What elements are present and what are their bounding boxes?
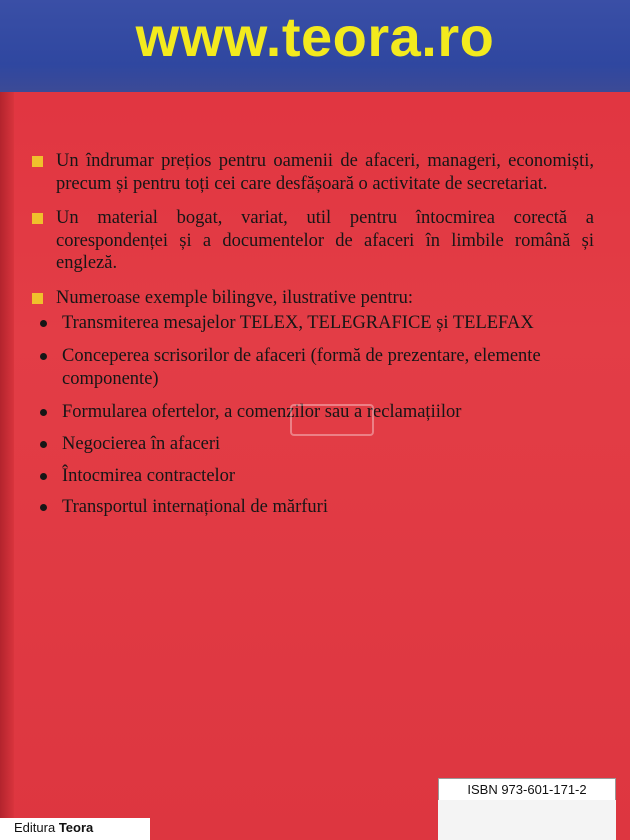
header-band [0, 0, 630, 92]
list-item-text: Formularea ofertelor, a comenzilor sau a reclamațiilor [62, 402, 462, 423]
list-item-text: Transportul internațional de mărfuri [62, 497, 328, 518]
description-text [32, 150, 594, 528]
paragraph-1-text: Un îndrumar prețios pentru oamenii de afaceri, manageri, economiști, precum și pentru toți cei care desfășoară o activitate de secretariat. [56, 151, 594, 194]
paragraph-1 [32, 150, 594, 195]
paragraph-3 [32, 287, 594, 310]
square-bullet-icon [32, 213, 43, 224]
paragraph-3-text: Numeroase exemple bilingve, ilustrative pentru: [56, 287, 414, 308]
square-bullet-icon [32, 293, 43, 304]
list-item-text: Conceperea scrisorilor de afaceri (formă de prezentare, elemente componente) [62, 346, 541, 389]
list-item [38, 433, 594, 456]
paragraph-2-text: Un material bogat, variat, util pentru întocmirea corectă a corespondenței și a documentelor de afaceri în limbile română și engleză. [56, 208, 594, 274]
bullet-dot-icon [40, 353, 47, 360]
list-item [38, 465, 594, 488]
publisher-brand: Teora [58, 820, 94, 835]
bullet-dot-icon [40, 320, 47, 327]
list-item-text: Negocierea în afaceri [62, 433, 221, 454]
square-bullet-icon [32, 156, 43, 167]
list-item [38, 312, 594, 335]
list-item-text: Întocmirea contractelor [62, 465, 236, 486]
list-item-text: Transmiterea mesajelor TELEX, TELEGRAFICE și TELEFAX [62, 312, 534, 333]
publisher-prefix: Editura [14, 820, 56, 835]
barcode-area [438, 800, 616, 840]
watermark-logo [290, 404, 374, 436]
bullet-dot-icon [40, 504, 47, 511]
bullet-dot-icon [40, 441, 47, 448]
website-url: www.teora.ro [135, 5, 495, 68]
isbn-label [438, 778, 616, 802]
paragraph-2 [32, 207, 594, 275]
cover-edge [0, 0, 14, 840]
list-item [38, 496, 594, 519]
publisher-name [14, 820, 93, 835]
list-item [38, 345, 594, 390]
bullet-dot-icon [40, 473, 47, 480]
bullet-dot-icon [40, 409, 47, 416]
isbn-text: ISBN 973-601-171-2 [467, 782, 587, 797]
